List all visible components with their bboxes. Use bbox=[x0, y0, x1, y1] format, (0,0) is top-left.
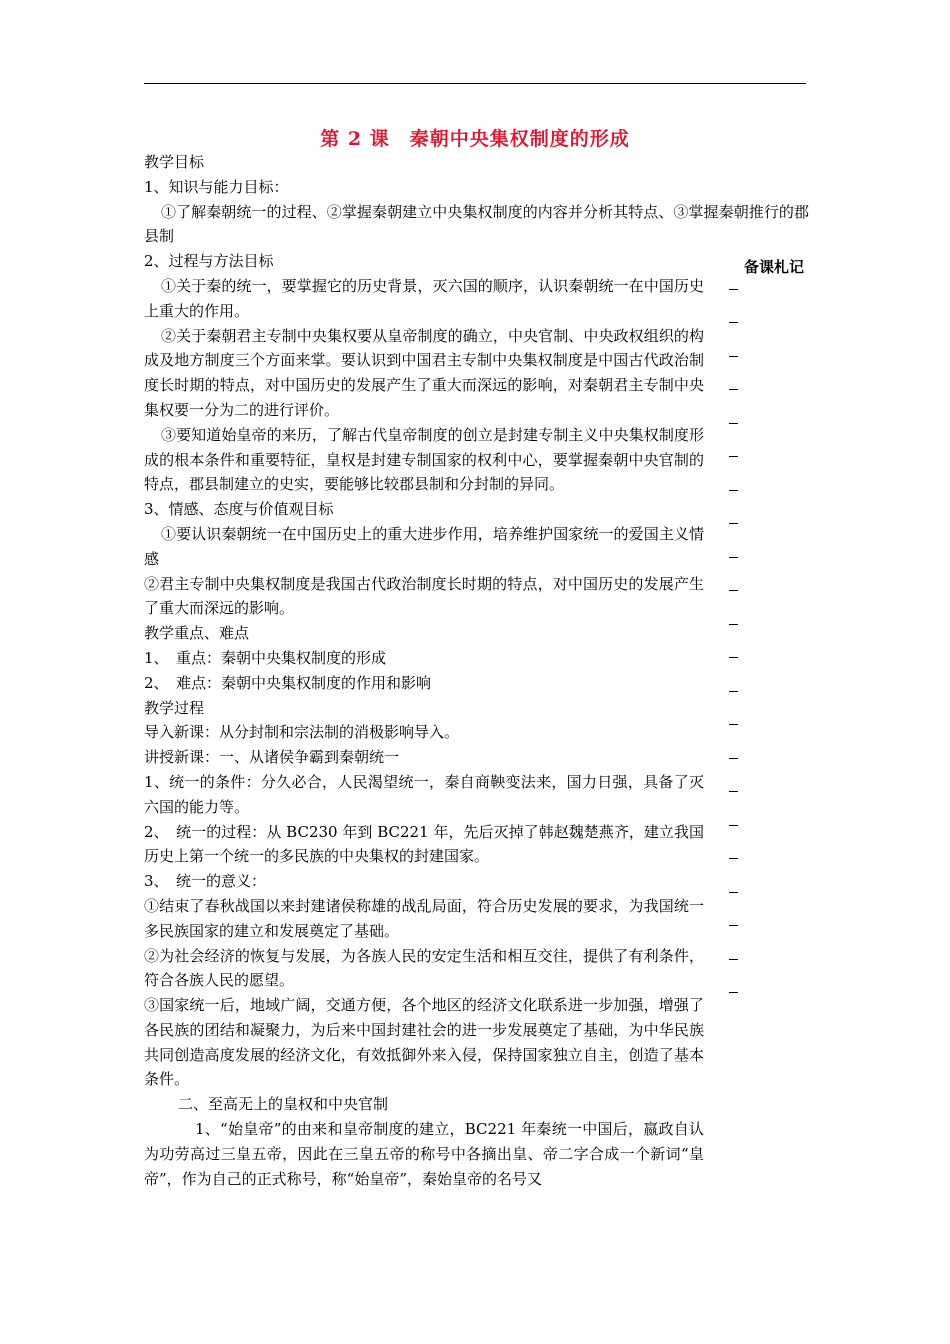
note-line bbox=[729, 758, 738, 759]
process-item-1: ①关于秦的统一，要掌握它的历史背景，灭六国的顺序，认识秦朝统一在中国历史上重大的作用。 bbox=[144, 276, 704, 320]
significance-item-1: ①结束了春秋战国以来封建诸侯称雄的战乱局面，符合历史发展的要求，为我国统一多民族国家的建立和发展奠定了基础。 bbox=[144, 896, 704, 940]
section-heading-process: 教学过程 bbox=[144, 698, 205, 717]
process-item-2: ②关于秦朝君主专制中央集权要从皇帝制度的确立，中央官制、中央政权组织的构成及地方制度三个方面来掌。要认识到中国君主专制中央集权制度是中国古代政治制度长时期的特点，对中国历史的发展产生了重大而深远的影响，对秦朝君主专制中央集权要一分为二的进行评价。 bbox=[144, 326, 704, 419]
note-line bbox=[729, 322, 738, 323]
lesson-part-1-heading: 讲授新课：一、从诸侯争霸到秦朝统一 bbox=[144, 748, 400, 767]
significance-item-2: ②为社会经济的恢复与发展，为各族人民的安定生活和相互交往，提供了有利条件，符合各族人民的愿望。 bbox=[144, 946, 704, 990]
lesson-intro: 导入新课：从分封制和宗法制的消极影响导入。 bbox=[144, 723, 460, 742]
note-line bbox=[729, 992, 738, 993]
note-line bbox=[729, 456, 738, 457]
note-line bbox=[729, 523, 738, 524]
objective-process-heading: 2、过程与方法目标 bbox=[144, 252, 274, 271]
note-line bbox=[729, 557, 738, 558]
process-item-3: ③要知道始皇帝的来历，了解古代皇帝制度的创立是封建专制主义中央集权制度形成的根本条件和重要特征，皇权是封建专制国家的权利中心，要掌握秦朝中央官制的特点，郡县制建立的史实，要能够比较郡县制和分封制的异同。 bbox=[144, 425, 704, 494]
note-line bbox=[729, 724, 738, 725]
note-line bbox=[729, 389, 738, 390]
emperor-origin-text: 1、“始皇帝”的由来和皇帝制度的建立，BC221 年秦统一中国后，嬴政自认为功劳高过三皇五帝，因此在三皇五帝的称号中各摘出皇、帝二字合成一个新词“皇帝”，作为自己的正式称号，称“始皇帝”，秦始皇帝的名号又 bbox=[144, 1120, 704, 1188]
section-heading-objectives: 教学目标 bbox=[144, 153, 205, 171]
note-line bbox=[729, 691, 738, 692]
note-line bbox=[729, 791, 738, 792]
difficult-point: 2、 难点：秦朝中央集权制度的作用和影响 bbox=[144, 673, 432, 692]
note-line bbox=[729, 892, 738, 893]
unification-process: 2、 统一的过程：从 BC230 年到 BC221 年，先后灭掉了韩赵魏楚燕齐，建立我国历史上第一个统一的多民族的中央集权的封建国家。 bbox=[144, 822, 704, 866]
objective-emotion-heading: 3、情感、态度与价值观目标 bbox=[144, 500, 334, 519]
note-line bbox=[729, 289, 738, 290]
note-line bbox=[729, 825, 738, 826]
note-line bbox=[729, 624, 738, 625]
note-line bbox=[729, 423, 738, 424]
lesson-part-2-heading: 二、至高无上的皇权和中央官制 bbox=[178, 1095, 389, 1114]
note-line bbox=[729, 590, 738, 591]
note-line bbox=[729, 356, 738, 357]
emotion-item-1: ①要认识秦朝统一在中国历史上的重大进步作用，培养维护国家统一的爱国主义情感 bbox=[144, 524, 704, 568]
unification-conditions: 1、统一的条件：分久必合，人民渴望统一，秦自商鞅变法来，国力日强，具备了灭六国的能力等。 bbox=[144, 772, 704, 816]
note-line bbox=[729, 959, 738, 960]
significance-item-3: ③国家统一后，地域广阔，交通方便，各个地区的经济文化联系进一步加强，增强了各民族的团结和凝聚力，为后来中国封建社会的进一步发展奠定了基础，为中华民族共同创造高度发展的经济文化，有效抵御外来入侵，保持国家独立自主，创造了基本条件。 bbox=[144, 996, 704, 1089]
lesson-title: 第 2 课 秦朝中央集权制度的形成 bbox=[320, 128, 630, 150]
section-heading-key-points: 教学重点、难点 bbox=[144, 624, 250, 643]
note-line bbox=[729, 490, 738, 491]
objective-knowledge-text: ①了解秦朝统一的过程、②掌握秦朝建立中央集权制度的内容并分析其特点、③掌握秦朝推行的郡县制 bbox=[144, 202, 809, 246]
unification-significance-heading: 3、 统一的意义： bbox=[144, 872, 267, 891]
note-line bbox=[729, 657, 738, 658]
header-rule bbox=[144, 83, 806, 84]
note-line bbox=[729, 925, 738, 926]
emotion-item-2: ②君主专制中央集权制度是我国古代政治制度长时期的特点，对中国历史的发展产生了重大而深远的影响。 bbox=[144, 574, 704, 618]
side-note-title: 备课札记 bbox=[744, 258, 805, 276]
objective-knowledge-heading: 1、知识与能力目标： bbox=[144, 177, 289, 196]
key-point: 1、 重点：秦朝中央集权制度的形成 bbox=[144, 648, 387, 667]
note-line bbox=[729, 858, 738, 859]
